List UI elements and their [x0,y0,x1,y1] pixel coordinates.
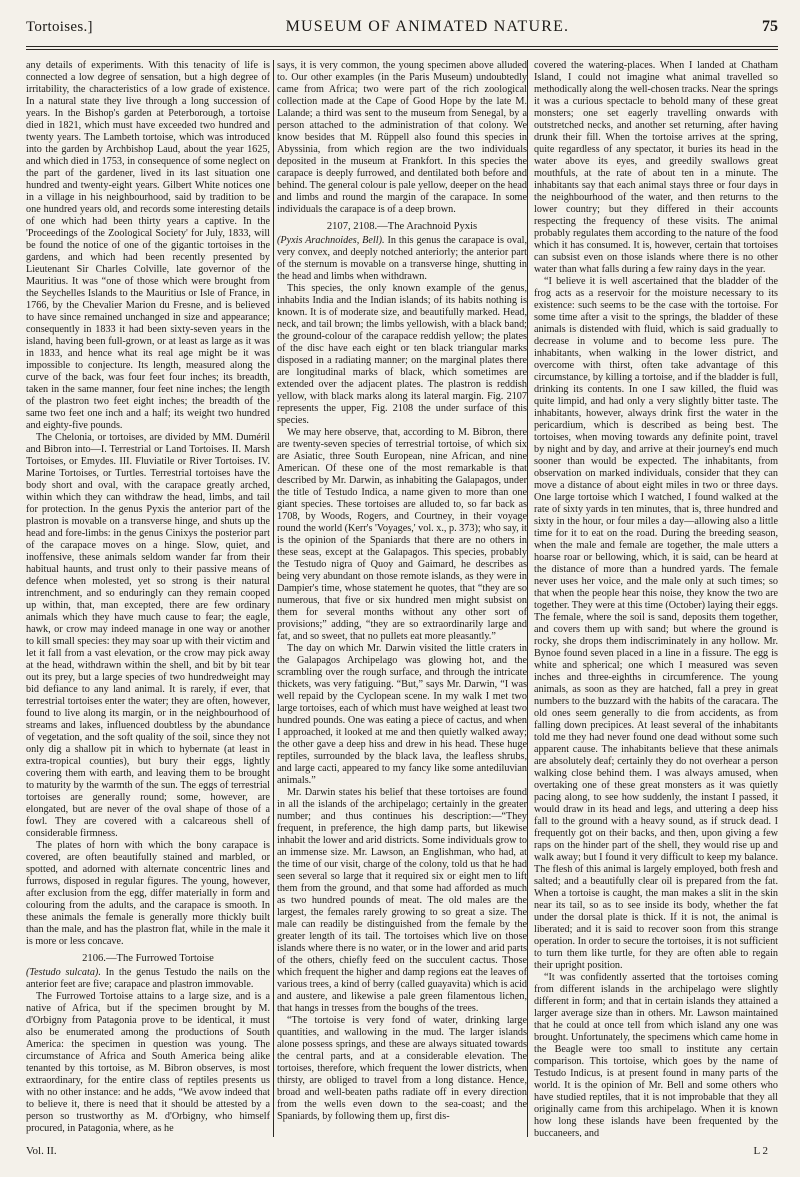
latin-name: (Testudo sulcata). [26,967,101,978]
section-heading: 2107, 2108.—The Arachnoid Pyxis [326,221,478,232]
paragraph [277,235,527,283]
paragraph: says, it is very common, the young specimen above alluded to. Our other examples (in the Paris Museum) undoubtedly came from Africa; two were part of the rich zoological collection made at the Cape of Good Hope by the late M. Lalande; a third was sent to the museum from Senegal, by a person attached to the administration of that colony. We know besides that M. Rüppell also found this species in Abyssinia, from which region are the two individuals deposited in the museum at Frankfort. In this species the carapace is deeply furrowed, and dentilated both before and behind. The general colour is pale yellow, deeper on the head and limbs and round the margin of the carapace. In some individuals the carapace is of a deep brown. [277,60,527,215]
column-2 [277,60,527,1137]
paragraph: The Chelonia, or tortoises, are divided by MM. Duméril and Bibron into—I. Terrestrial or Land Tortoises. II. Marsh Tortoises, or Emydes. III. Fluviatile or River Tortoises. IV. Marine Tortoises, or Turtles. Terrestrial tortoises have the body short and oval, with the carapace greatly arched, within which they can withdraw the head, limbs, and tail for protection. In the genus Pyxis the anterior part of the plastron is movable on a transverse hinge, and shuts up the head and fore-limbs: in the genus Cinixys the posterior part of the carapace moves on a hinge. Slow, quiet, and inoffensive, these animals seldom wander far from their habitual haunts, and trust only to their passive means of defence when molested, yet so strong is their natural intrenchment, and so enduringly can they remain cooped up within, that, man excepted, there are few ordinary animals which they have much cause to fear; the eagle, hawk, or crow may indeed manage in one way or another to kill small species: they may soar up with their victim and let it fall from a vast elevation, or the crow may pick away at the head, withdrawn within the shell, and bit by bit tear out its prey, but a large species of two hundredweight may bid defiance to any land animal. It is rarely, if ever, that terrestrial tortoises enter the water; they are often, however, found to live along its margin, or in the neighbourhood of streams and lakes, influenced doubtless by the abundance of vegetation, and the soft quality of the soil, since they not only dig a shallow pit in which to hybernate (at least in extra-tropical counties), but bury their eggs, lightly covering them with earth, and leaving them to be brought to maturity by the warmth of the sun. The eggs of terrestrial tortoises are generally round; some, however, are elongated, but are never of the oval shape of those of a fowl. They are covered with a calcareous shell of considerable firmness. [26,432,270,839]
volume-label: Vol. II. [26,1145,57,1157]
paragraph: “It was confidently asserted that the tortoises coming from different islands in the archipelago were slightly different in form; and that in certain islands they attained a larger average size than in others. Mr. Lawson maintained that he could at once tell from which island any one was brought. Unfortunately, the specimens which came home in the Beagle were too small to institute any certain comparison. This tortoise, which goes by the name of Testudo Indicus, is at present found in many parts of the world. It is the opinion of Mr. Bell and some others who have studied reptiles, that it is not improbable that they all originally came from this archipelago. When it is known how long these islands have been frequented by the buccaneers, and [534,972,778,1137]
header-rule-2 [26,49,778,50]
page-footer [26,1145,778,1159]
paragraph: This species, the only known example of the genus, inhabits India and the Indian islands; of its habits nothing is known. It is of moderate size, and beautifully marked. Head, neck, and tail brown; the limbs yellowish, with a black band; the ground-colour of the carapace reddish yellow; the plates of the disc have each eight or ten black triangular marks disposed in a radiating manner; on the marginal plates there are longitudinal marks of black, which sometimes are extended over the adjacent plates. The plastron is reddish yellow, with black marks along its lateral margin. Fig. 2107 represents the upper, Fig. 2108 the under surface of this species. [277,283,527,426]
paragraph [26,967,270,991]
paragraph: The plates of horn with which the bony carapace is covered, are often beautifully stained and marbled, or spotted, and adorned with alternate concentric lines and furrows, disposed in regular figures. The young, however, after exclusion from the egg, differ materially in form and colouring from the adults, and the carapace is smooth. In these animals the female is generally more thickly built than the male, and has the plastron flat, while in the male it is more or less concave. [26,840,270,947]
column-1 [26,60,270,1137]
paragraph-text: In the genus Testudo the nails on the anterior feet are five; carapace and plastron immovable. [26,967,270,990]
running-head [26,18,778,44]
text-columns [26,60,778,1137]
latin-name: (Pyxis Arachnoides, Bell). [277,235,385,246]
paragraph: The Furrowed Tortoise attains to a large size, and is a native of Africa, but if the specimen brought by M. d'Orbigny from Patagonia prove to be identical, it must also be enumerated among the productions of South America: the specimen in question was young. The circumstance of Africa and South America being alike tenanted by this tortoise, as M. Bibron observes, is most extraordinary, for the entire class of reptiles presents us with no other instance: and he adds, “We avow indeed that to believe it, there is need that it should be attested by a person so trustworthy as M. d'Orbigny, who himself procured, in Patagonia, where, as he [26,991,270,1134]
paragraph: any details of experiments. With this tenacity of life is connected a low degree of sensation, but a high degree of irritability, the characteristics of a low grade of existence. In a natural state they live through a long succession of years. In the Bishop's garden at Peterborough, a tortoise died in 1821, which must have exceeded two hundred and twenty years. The Lambeth tortoise, which was introduced into the garden by Archbishop Laud, about the year 1625, and which died in 1753, in consequence of some neglect on the part of the gardener, lived in its last situation one hundred and twenty-eight years. Gilbert White notices one in a village in his neighbourhood, said by tradition to be one hundred years old, and records some interesting details of one which had been thirty years a captive. In the 'Proceedings of the Zoological Society' for July, 1833, will be found the notice of one of the gigantic tortoises in the gardens, and which had been recently presented by Lieutenant Sir Charles Colville, late governor of the Mauritius. It was “one of those which were brought from the Seychelles Islands to the Mauritius or Isle of France, in 1766, by the Chevalier Marion du Fresne, and is believed to have since remained unchanged in size and appearance; consequently in 1833 it had been sixty-seven years in the island, having been full-grown, or at least as large as it was in 1833, and hence what its real age might be it was impossible to conjecture. Its length, measured along the curve of the back, was four feet four inches; its breadth, taken in the same manner, four feet nine inches; the length of the plastron two feet eight inches; the breadth of the same two feet one inch and a half; its weight two hundred and eighty-five pounds. [26,60,270,431]
paragraph: Mr. Darwin states his belief that these tortoises are found in all the islands of the archipelago; certainly in the greater number; and thus continues his description:—“They frequent, in preference, the high damp parts, but likewise inhabit the lower and arid districts. Some individuals grow to an immense size. Mr. Lawson, an Englishman, who had, at the time of our visit, charge of the colony, told us that he had seen several so large that it required six or eight men to lift them from the ground, and that some had afforded as much as two hundred pounds of meat. The old males are the largest, the females rarely growing to so great a size. The male can readily be distinguished from the female by the greater length of its tail. The tortoises which live on those islands where there is no water, or in the lower and arid parts of the others, chiefly feed on the succulent cactus. Those which frequent the higher and damp regions eat the leaves of various trees, a kind of berry (called guayavita) which is acid and austere, and likewise a pale green filamentous lichen, that hangs in tresses from the boughs of the trees. [277,787,527,1014]
paragraph: “The tortoise is very fond of water, drinking large quantities, and wallowing in the mud. The larger islands alone possess springs, and these are always situated towards the central parts, and at a considerable elevation. The tortoises, therefore, which frequent the lower districts, when thirsty, are obliged to travel from a long distance. Hence, broad and well-beaten paths radiate off in every direction from the wells even down to the sea-coast; and the Spaniards, by following them up, first dis- [277,1015,527,1122]
signature-mark: L 2 [753,1145,768,1157]
page-number: 75 [762,18,778,35]
book-title: MUSEUM OF ANIMATED NATURE. [285,18,570,35]
section-title: Tortoises.] [26,19,93,35]
column-3 [534,60,778,1137]
section-heading: 2106.—The Furrowed Tortoise [82,953,214,964]
header-rule [26,46,778,47]
paragraph-text: In this genus the carapace is oval, very convex, and deeply notched anteriorly; the anterior part of the sternum is movable on a transverse hinge, shutting in the head and limbs when withdrawn. [277,235,527,282]
paragraph: The day on which Mr. Darwin visited the little craters in the Galapagos Archipelago was glowing hot, and the scrambling over the rough surface, and through the intricate thickets, was very fatiguing. “But,” says Mr. Darwin, “I was well repaid by the Cyclopean scene. In my walk I met two large tortoises, each of which must have weighed at least two hundred pounds. One was eating a piece of cactus, and when I approached, it looked at me and then quietly walked away; the other gave a deep hiss and drew in his head. These huge reptiles, surrounded by the black lava, the leafless shrubs, and large cacti, appeared to my fancy like some antediluvian animals.” [277,643,527,786]
paragraph: covered the watering-places. When I landed at Chatham Island, I could not imagine what animal travelled so methodically along the well-chosen tracks. Near the springs it was a curious spectacle to behold many of these great monsters; one set eagerly travelling onwards with outstretched necks, and another set returning, after having drunk their fill. When the tortoise arrives at the spring, quite regardless of any spectator, it buries its head in the water above its eyes, and greedily swallows great mouthfuls, at the rate of about ten in a minute. The inhabitants say that each animal stays three or four days in the neighbourhood of the water, and then returns to the lower country; but they differed in their accounts respecting the frequency of these visits. The animal probably regulates them according to the nature of the food which it has consumed. It is, however, certain that tortoises can subsist even on those islands where there is no other water than what falls during a few rainy days in the year. [534,60,778,275]
paragraph: We may here observe, that, according to M. Bibron, there are twenty-seven species of terrestrial tortoise, of which six are Asiatic, three South European, nine African, and nine American. Of these one of the most remarkable is that described by Mr. Darwin, as inhabiting the Galapagos, under the title of Testudo Indica, a name given to more than one giant species. These tortoises are alluded to, so far back as 1708, by Woods, Rogers, and Courtney, in their voyage round the world (Kerr's 'Voyages,' vol. x., p. 373); who say, it is the opinion of the Spaniards that there are no others in these seas, except at the Galapagos. This species, probably the Testudo nigra of Quoy and Gaimard, he describes as being very abundant on those remote islands, as they were in Dampier's time, whose statement he quotes, that “they are so numerous, that five or six hundred men might subsist on them for several months without any other sort of provisions;” adding, “they are so extraordinarily large and fat, and so sweet, that no pullets eat more pleasantly.” [277,427,527,642]
page [26,0,778,1177]
paragraph: “I believe it is well ascertained that the bladder of the frog acts as a reservoir for the moisture necessary to its existence: such seems to be the case with the tortoise. For some time after a visit to the springs, the bladder of these animals is distended with fluid, which is said gradually to decrease in volume and to become less pure. The inhabitants, when walking in the lower district, and overcome with thirst, often take advantage of this circumstance, by killing a tortoise, and if the bladder is full, drinking its contents. In one I saw killed, the fluid was quite limpid, and had only a very slightly bitter taste. The inhabitants, however, always drink first the water in the pericardium, which is described as being best. The tortoises, when moving towards any definite point, travel by night and by day, and arrive at their journey's end much sooner than would be expected. The inhabitants, from observation on marked individuals, consider that they can move a distance of about eight miles in two or three days. One large tortoise which I watched, I found walked at the rate of sixty yards in ten minutes, that is, three hundred and sixty in the hour, or four miles a day—allowing also a little time for it to eat on the road. During the breeding season, when the male and female are together, the male utters a hoarse roar or bellowing, which, it is said, can be heard at the distance of more than a hundred yards. The female never uses her voice, and the male only at such times; so that when the people hear this noise, they know the two are together. They were at this time (October) laying their eggs. The female, where the soil is sand, deposits them together, and covers them up with sand; but where the ground is rocky, she drops them indiscriminately in any hollow. Mr. Bynoe found seven placed in a line in a fissure. The egg is white and spherical; one which I measured was seven inches and three-eighths in circumference. The young animals, as soon as they are hatched, fall a prey in great numbers to the buzzard with the habits of the caracara. The old ones seem generally to die from accidents, as from falling down precipices. At least several of the inhabitants told me they had never found one dead without some such apparent cause. The inhabitants believe that these animals are absolutely deaf; certainly they do not overhear a person walking close behind them. I was always amused, when overtaking one of these great monsters as it was quietly pacing along, to see how suddenly, the instant I passed, it would draw in its head and legs, and uttering a deep hiss fall to the ground with a heavy sound, as if struck dead. I frequently got on their backs, and then, upon giving a few raps on the hinder part of the shell, they would rise up and walk away; but I found it very difficult to keep my balance. The flesh of this animal is largely employed, both fresh and salted; and a beautifully clear oil is prepared from the fat. When a tortoise is caught, the man makes a slit in the skin near its tail, so as to see inside its body, whether the fat under the dorsal plate is thick. If it is not, the animal is liberated; and it is said to recover soon from this strange operation. In order to secure the tortoises, it is not sufficient to turn them like turtle, for they are often able to regain their upright position. [534,276,778,971]
